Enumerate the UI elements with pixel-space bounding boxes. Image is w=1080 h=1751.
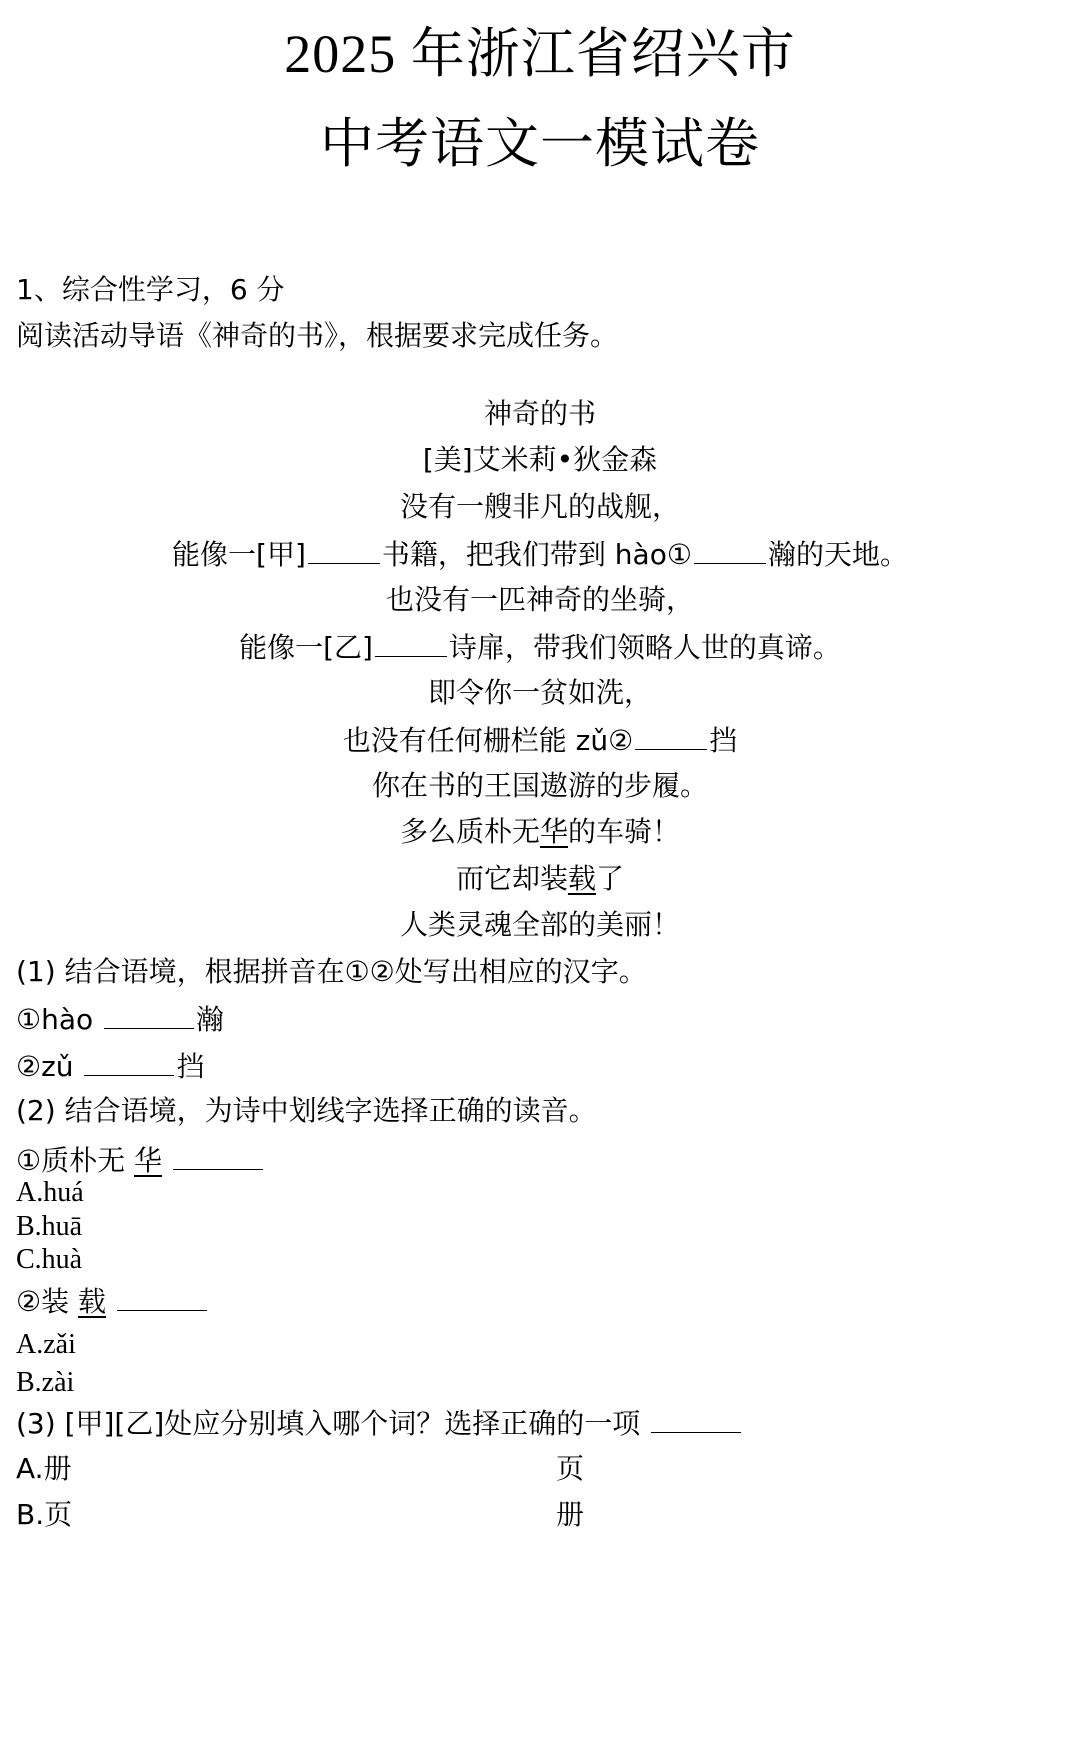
sub1-b-prefix: ②zǔ [16, 1050, 74, 1083]
answer-blank-hua[interactable] [173, 1139, 263, 1170]
option-p1-a[interactable]: A.huá [16, 1177, 84, 1208]
sub2-p1-char: 华 [134, 1144, 163, 1177]
underlined-char-zai: 载 [567, 862, 596, 895]
answer-blank-zai[interactable] [117, 1280, 207, 1311]
blank-2[interactable] [635, 719, 707, 750]
sub2-part1 [16, 1139, 265, 1181]
sub2-p1-prefix: ①质朴无 [16, 1144, 126, 1177]
sub1-b-suffix: 挡 [176, 1050, 205, 1083]
exam-title-line1: 2025 年浙江省绍兴市 [284, 24, 796, 84]
blank-jia[interactable] [308, 533, 380, 564]
poem-line-4 [0, 626, 1080, 668]
sub2-p2-char: 载 [78, 1285, 107, 1318]
question-heading: 1、综合性学习，6 分 [16, 273, 285, 306]
blank-yi[interactable] [375, 626, 447, 657]
sub2-part2 [16, 1280, 209, 1322]
poem-line-2 [0, 533, 1080, 575]
sub3-option-a[interactable]: A.册 [16, 1452, 72, 1485]
option-p1-c[interactable]: C.huà [16, 1244, 83, 1275]
sub1-a-suffix: 瀚 [196, 1003, 225, 1036]
option-p2-a[interactable]: A.zǎi [16, 1329, 76, 1360]
option-p2-b[interactable]: B.zài [16, 1367, 75, 1398]
poem-author: [美]艾米莉•狄金森 [422, 443, 658, 476]
answer-blank-sub3[interactable] [651, 1402, 741, 1433]
sub2-prompt: (2) 结合语境，为诗中划线字选择正确的读音。 [16, 1094, 597, 1127]
poem-line-7: 你在书的王国遨游的步履。 [371, 769, 708, 802]
sub2-p2-prefix: ②装 [16, 1285, 70, 1318]
sub3-prompt [16, 1402, 743, 1444]
poem-line-4-b: 诗扉，带我们领略人世的真谛。 [448, 631, 841, 664]
poem-line-2-a: 能像一[甲] [172, 538, 306, 571]
poem-line-6-b: 挡 [709, 724, 738, 757]
answer-blank-hao[interactable] [104, 998, 194, 1029]
poem-title: 神奇的书 [483, 397, 596, 430]
poem-line-9-a: 而它却装 [455, 862, 568, 895]
poem-line-2-b: 书籍，把我们带到 hào① [381, 538, 692, 571]
poem-line-6-a: 也没有任何栅栏能 zǔ② [342, 724, 634, 757]
poem-line-9-b: 了 [596, 862, 625, 895]
answer-blank-zu[interactable] [84, 1045, 174, 1076]
poem-line-2-c: 瀚的天地。 [767, 538, 908, 571]
exam-title-line2: 中考语文一模试卷 [320, 112, 760, 175]
sub3-prompt-text: (3) [甲][乙]处应分别填入哪个词？选择正确的一项 [16, 1407, 641, 1440]
sub3-option-a-second: 页 [556, 1452, 585, 1485]
poem-line-4-a: 能像一[乙] [239, 631, 373, 664]
sub3-option-b-second: 册 [556, 1498, 585, 1531]
poem-line-9 [0, 859, 1080, 899]
sub1-item-a [16, 998, 224, 1040]
sub1-a-prefix: ①hào [16, 1003, 94, 1036]
poem-line-8 [0, 812, 1080, 852]
poem-line-8-a: 多么质朴无 [399, 815, 540, 848]
underlined-char-hua: 华 [539, 815, 568, 848]
poem-line-8-b: 的车骑！ [568, 815, 681, 848]
poem-line-1: 没有一艘非凡的战舰， [399, 490, 680, 523]
sub3-option-b[interactable]: B.页 [16, 1498, 73, 1531]
question-instruction: 阅读活动导语《神奇的书》，根据要求完成任务。 [16, 319, 619, 352]
option-p1-b[interactable]: B.huā [16, 1211, 83, 1242]
blank-1[interactable] [694, 533, 766, 564]
poem-line-6 [0, 719, 1080, 761]
sub1-prompt: (1) 结合语境，根据拼音在①②处写出相应的汉字。 [16, 955, 647, 988]
poem-line-10: 人类灵魂全部的美丽！ [399, 908, 680, 941]
poem-line-3: 也没有一匹神奇的坐骑， [385, 583, 694, 616]
poem-line-5: 即令你一贫如洗， [427, 676, 652, 709]
sub1-item-b [16, 1045, 204, 1087]
